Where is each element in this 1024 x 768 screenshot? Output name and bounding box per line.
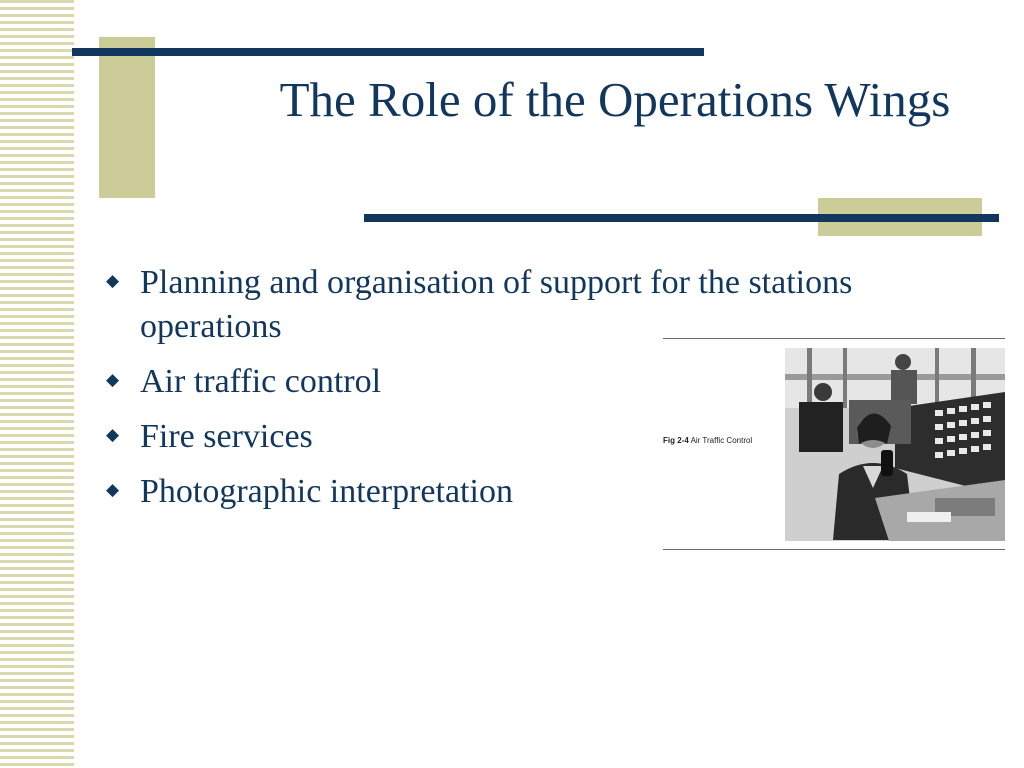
bullet-item: [104, 261, 964, 349]
bullet-text: Air traffic control: [140, 363, 382, 400]
title-rule-top: [72, 48, 704, 56]
diamond-bullet-icon: ◆: [106, 370, 120, 389]
figure-caption: [663, 436, 752, 445]
figure-rule-bottom: [663, 549, 1005, 550]
decorative-stripes: [0, 0, 74, 768]
diamond-bullet-icon: ◆: [106, 425, 120, 444]
slide-title: The Role of the Operations Wings: [279, 72, 951, 127]
accent-block-left: [99, 37, 155, 198]
title-rule-bottom: [364, 214, 999, 222]
figure-rule-top: [663, 338, 1005, 339]
air-traffic-control-photo: [785, 348, 1005, 541]
bullet-text: Planning and organisation of support for the stations operations: [140, 264, 853, 345]
figure-caption-number: Fig 2-4: [663, 436, 689, 445]
bullet-text: Photographic interpretation: [140, 473, 513, 510]
bullet-text: Fire services: [140, 418, 313, 455]
diamond-bullet-icon: ◆: [106, 480, 120, 499]
diamond-bullet-icon: ◆: [106, 271, 120, 290]
figure-caption-text: Air Traffic Control: [688, 436, 753, 445]
